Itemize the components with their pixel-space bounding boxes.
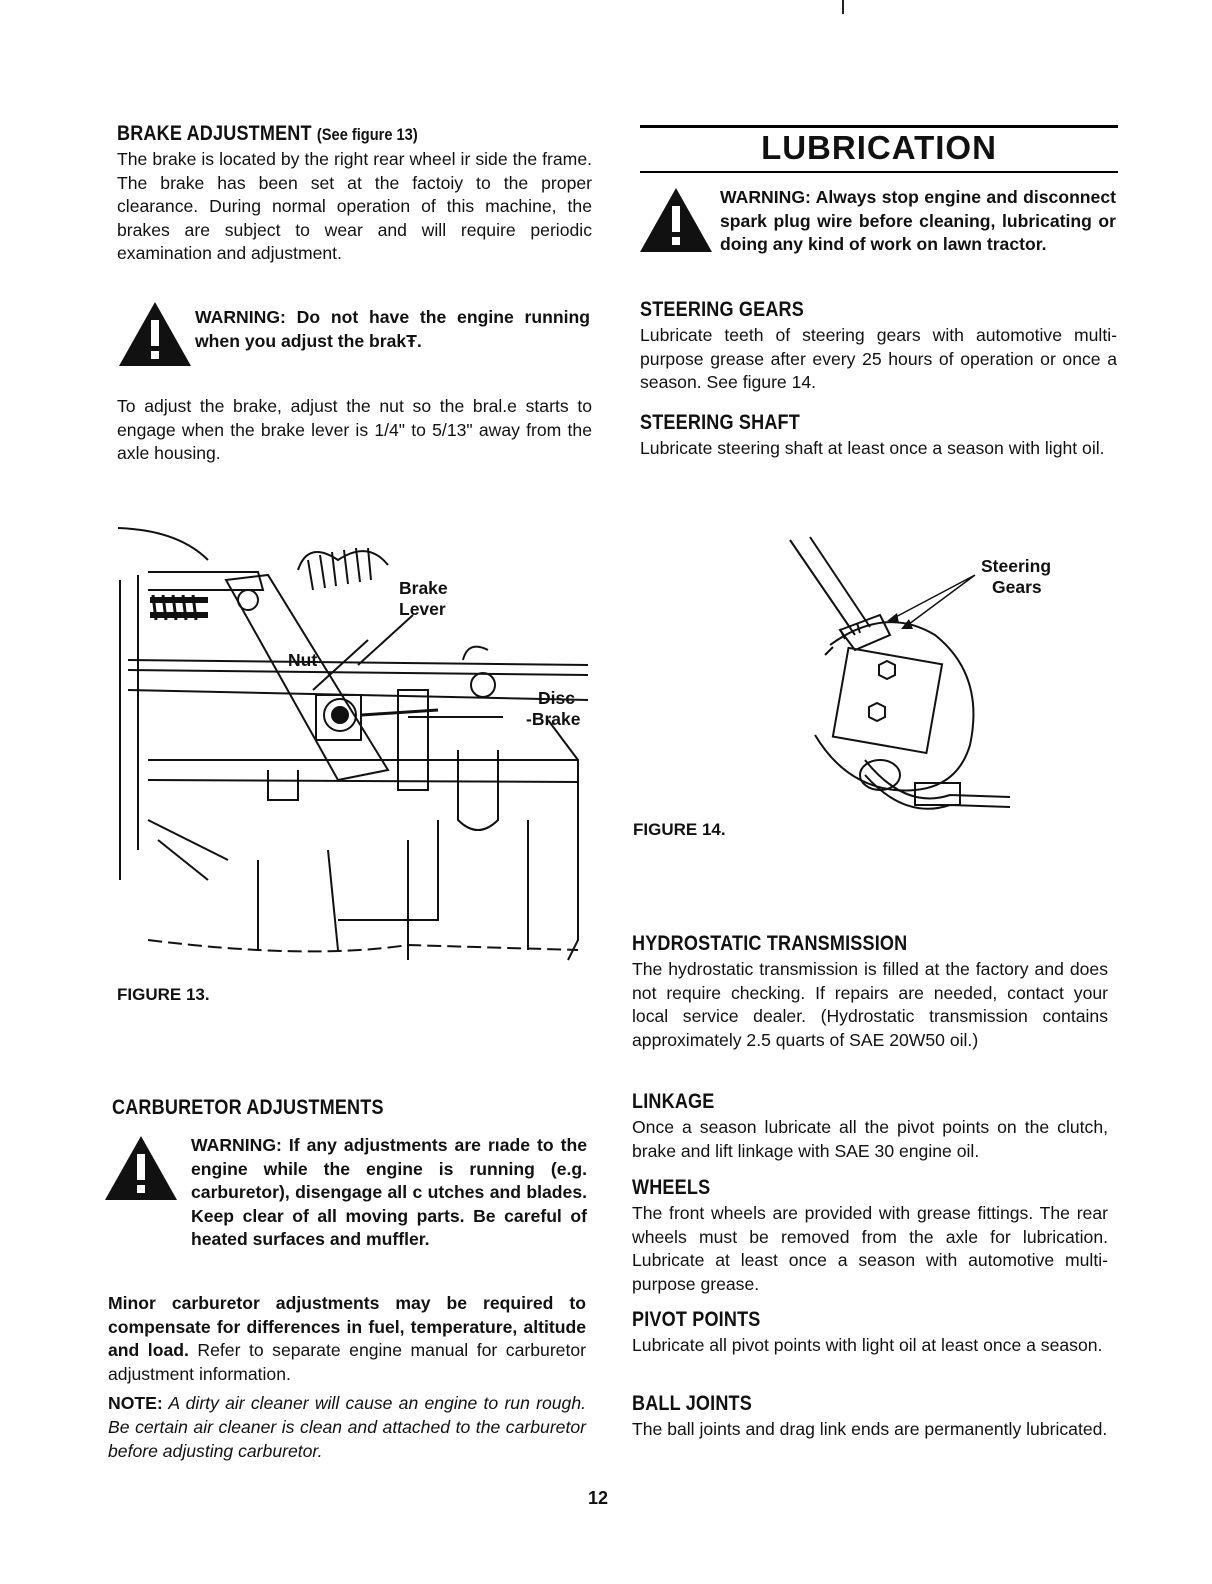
pivot-points-heading: PIVOT POINTS	[632, 1308, 761, 1331]
steering-gears-heading: STEERING GEARS	[640, 298, 804, 321]
brake-adjustment-heading: BRAKE ADJUSTMENT (See figure 13)	[117, 122, 418, 145]
carburetor-minor-bold: Minor carburetor adjustments may be required to compensate for differences in fuel, temperature, altitude and load.	[108, 1293, 586, 1361]
brake-adjust-instructions	[117, 395, 592, 466]
lubrication-warning-text: WARNING: Always stop engine and disconnect spark plug wire before cleaning, lubricating or doing any kind of work on lawn tractor.	[720, 187, 1116, 255]
brake-adjustment-section	[117, 122, 592, 266]
fig13-callout-lever: Lever	[399, 599, 446, 619]
steering-shaft-heading: STEERING SHAFT	[640, 411, 800, 434]
fig14-callout-steering: Steering	[981, 556, 1052, 576]
carburetor-body	[108, 1292, 586, 1463]
steering-gears-section	[640, 298, 1117, 395]
scan-mark	[842, 0, 844, 14]
carburetor-warning	[103, 1130, 588, 1280]
fig14-callout-gears: Gears	[992, 577, 1042, 597]
wheels-section	[632, 1176, 1108, 1296]
carburetor-minor-rest: Refer to separate engine manual for carburetor adjustment information.	[108, 1340, 586, 1384]
steering-shaft-section	[640, 411, 1117, 461]
linkage-section	[632, 1090, 1108, 1163]
wheels-text: The front wheels are provided with grease fittings. The rear wheels must be removed from the axle for lubrication. Lubricate at least once a season with automotive multi-purpose grease.	[632, 1203, 1108, 1294]
fig13-callout-disc: Disc	[538, 688, 575, 708]
figure-14-steering-illustration	[785, 535, 1025, 835]
warning-triangle-icon	[117, 300, 193, 368]
brake-warning	[117, 300, 592, 360]
lubrication-title: LUBRICATION	[761, 129, 997, 166]
ball-joints-section	[632, 1392, 1108, 1442]
steering-shaft-text: Lubricate steering shaft at least once a season with light oil.	[640, 438, 1105, 458]
warning-triangle-icon	[103, 1134, 179, 1202]
brake-warning-text: WARNING: Do not have the engine running when you adjust the brakŦ.	[195, 307, 590, 351]
fig13-callout-brake2: -Brake	[526, 709, 581, 729]
carburetor-heading-wrap	[112, 1096, 592, 1120]
brake-adjust-text: To adjust the brake, adjust the nut so the bral.e starts to engage when the brake lever is 1/4" to 5/13" away from the axle housing.	[117, 396, 592, 464]
figure-14-label: FIGURE 14.	[633, 820, 726, 839]
lubrication-warning	[638, 186, 1120, 286]
pivot-points-text: Lubricate all pivot points with light oil at least once a season.	[632, 1335, 1103, 1355]
carburetor-heading: CARBURETOR ADJUSTMENTS	[112, 1096, 384, 1119]
fig13-callout-brake: Brake	[399, 578, 448, 598]
carburetor-warning-text: WARNING: If any adjustments are rıade to the engine while the engine is running (e.g. carburetor), disengage all c utches and blades. Keep clear of all moving parts. Be careful of heated surfaces and muffler.	[191, 1135, 587, 1250]
linkage-heading: LINKAGE	[632, 1090, 715, 1113]
wheels-heading: WHEELS	[632, 1176, 711, 1199]
steering-gears-text: Lubricate teeth of steering gears with automotive multi-purpose grease after every 25 hours of operation or once a season. See figure 14.	[640, 325, 1117, 393]
hydrostatic-heading: HYDROSTATIC TRANSMISSION	[632, 932, 908, 955]
linkage-text: Once a season lubricate all the pivot points on the clutch, brake and lift linkage with SAE 30 engine oil.	[632, 1117, 1108, 1161]
fig13-callout-nut: Nut	[288, 650, 318, 670]
title-rule-bottom	[640, 171, 1118, 173]
ball-joints-text: The ball joints and drag link ends are permanently lubricated.	[632, 1419, 1108, 1439]
hydrostatic-text: The hydrostatic transmission is filled at the factory and does not require checking. If repairs are needed, contact your local service dealer. (Hydrostatic transmission contains approximately 2.5 quarts of SAE 20W50 oil.)	[632, 959, 1108, 1050]
warning-triangle-icon	[638, 186, 714, 254]
note-text: A dirty air cleaner will cause an engine to run rough. Be certain air cleaner is clean and attached to the carburetor before adjusting carburetor.	[108, 1393, 586, 1461]
carburetor-minor-text	[108, 1292, 586, 1386]
carburetor-note	[108, 1392, 586, 1463]
page-number: 12	[588, 1488, 609, 1508]
note-label: NOTE:	[108, 1393, 163, 1414]
hydrostatic-section	[632, 932, 1108, 1052]
title-rule-top	[640, 125, 1118, 128]
brake-adjustment-text: The brake is located by the right rear wheel ir side the frame. The brake has been set at the factoiy to the proper clearance. During normal operation of this machine, the brakes are subject to wear and will require periodic examination and adjustment.	[117, 149, 592, 264]
figure-13-brake-illustration	[108, 520, 598, 980]
ball-joints-heading: BALL JOINTS	[632, 1392, 752, 1415]
figure-13-label: FIGURE 13.	[117, 985, 210, 1004]
pivot-points-section	[632, 1308, 1108, 1358]
